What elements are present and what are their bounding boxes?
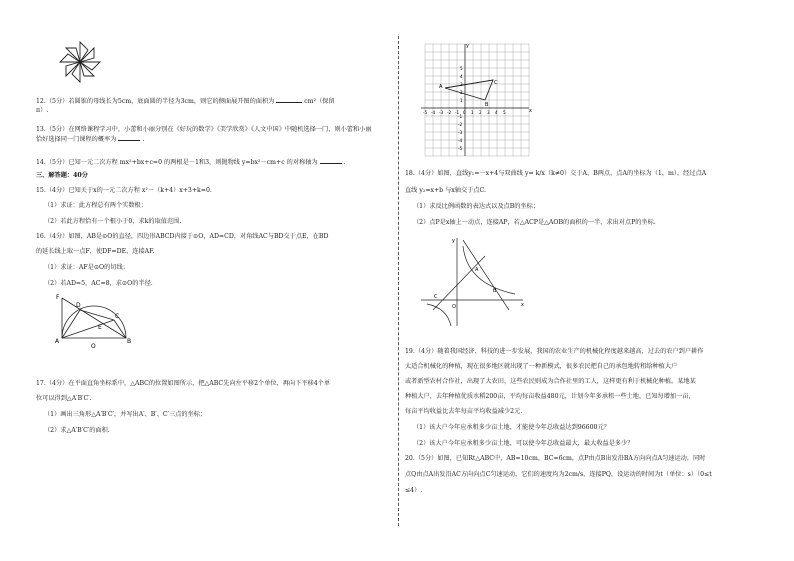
grid-x-tick: 4 (495, 110, 498, 115)
q14-text (36, 157, 346, 167)
q16-label-O: O (91, 343, 96, 350)
grid-y-label: y (466, 43, 469, 49)
q19-part2: （2）该大户今年应承租多少亩土地，可以使今年总收益最大，最大收益是多少？ (413, 440, 634, 447)
q12-answer-blank[interactable] (276, 96, 302, 103)
q16-part1: （1）求证：AF是⊙O的切线； (44, 264, 129, 271)
q16-label-D: D (76, 302, 81, 309)
q18-stem1: 18.（4分）如图，直线y₁=－x+4与双曲线 y= k/x（k≠0）交于A、B两点，点A的坐标为（1，m），经过点A (405, 170, 707, 177)
q13-stem: 13.（5分）在网络课程学习中，小蕾和小丽分别在《好玩的数学》《美学欣赏》《人文中国》中随机选择一门，则小蕾和小丽恰好选择同一门课程的概率为 (36, 126, 372, 143)
q16-label-A: A (55, 338, 60, 345)
q19-line5: 每亩平均收益比去年每亩平均收益减少2元. (405, 408, 523, 415)
grid-label-C: C (494, 80, 498, 86)
grid-y-tick: -1 (458, 114, 463, 119)
right-column (397, 0, 794, 561)
q18-line-y2 (433, 256, 485, 310)
q12-unit: cm²（保留 (304, 98, 335, 105)
q19-line4: 种植大户，去年种植优质水稻200亩，平均每亩收益480元，计划今年多承租一些土地，已知每增加一亩， (405, 393, 695, 400)
grid-x-tick: 5 (503, 110, 506, 115)
grid-y-tick: 5 (460, 66, 463, 71)
q12-line1: 12.（5分）若圆锥的母线长为5cm，底面圆的半径为3cm，则它的侧面展开图的面积为 (36, 98, 275, 105)
grid-y-tick: 2 (460, 90, 463, 95)
grid-tick-labels (423, 66, 506, 151)
q15-part1: （1）求证：此方程总有两个实数根； (44, 202, 147, 209)
grid-y-tick: 3 (460, 82, 463, 87)
q17-stem1: 17.（4分）在平面直角坐标系中，△ABC的位置如图所示，把△ABC先向左平移2个单位，再向下平移4个单 (36, 380, 331, 387)
grid-label-A: A (439, 84, 443, 90)
q16-stem2: 的延长线上取一点F，使DF=DE，连接AF. (36, 248, 155, 255)
q13-text (36, 126, 376, 144)
q18-hyperbola-q3 (427, 304, 451, 326)
grid-label-B: B (485, 102, 489, 108)
q18-label-O: O (452, 304, 456, 310)
q18-label-C: C (434, 294, 438, 300)
q16-label-C: C (115, 313, 120, 320)
q18-label-y: y (452, 238, 455, 244)
grid-y-tick: -4 (458, 138, 463, 143)
grid-x-tick: -1 (455, 110, 460, 115)
q18-label-A: A (475, 267, 479, 273)
grid-x-tick: -3 (439, 110, 444, 115)
grid-x-tick: -4 (431, 110, 436, 115)
q18-function-graph (419, 234, 527, 330)
q18-label-B: B (493, 288, 497, 294)
q20-line2: 点Q由点A出发沿AC方向向点C匀速运动，它们的速度均为2cm/s，连接PQ，设运动的时间为t（单位：s）（0≤t (405, 471, 712, 478)
q12-line2: π）. (36, 107, 49, 114)
q18-label-x: x (521, 302, 524, 308)
grid-y-tick: 4 (460, 74, 463, 79)
q13-end: . (142, 136, 145, 143)
q19-line3: 或者新型农村合作社，出现了大农田，这些农民则成为合作社里的工人，这样更有利于机械化种植。某地某 (405, 378, 696, 385)
q14-answer-blank[interactable] (320, 157, 342, 164)
q13-answer-blank[interactable] (118, 134, 140, 141)
q19-part1: （1）该大户今年应承租多少亩土地，才能使今年总收益达到96600元？ (413, 424, 610, 431)
triangle-abc (445, 80, 493, 100)
q19-line1: 19.（4分）随着我国经济、科技的进一步发展，我国的农业生产的机械化程度越来越高，过去的农户到户耕作 (405, 348, 704, 355)
q16-circle-figure (54, 292, 134, 356)
q14-end: . (343, 159, 346, 166)
grid-x-tick: 3 (487, 110, 490, 115)
grid-y-tick: -5 (458, 146, 463, 151)
q18-line-y1 (463, 240, 509, 310)
grid-y-tick: -2 (458, 122, 463, 127)
q18-hyperbola-q1 (463, 246, 515, 294)
coordinate-grid-figure (417, 40, 535, 160)
grid-x-tick: 1 (471, 110, 474, 115)
grid-x-tick: 0 (463, 110, 466, 115)
section-3-title: 三、解答题：40分 (36, 172, 88, 179)
q15-part2: （2）若此方程恰有一个根小于0，求k的取值范围. (44, 218, 182, 225)
grid-lines (425, 44, 529, 156)
q20-line3: ≤4）. (405, 487, 423, 494)
grid-y-tick: -3 (458, 130, 463, 135)
q16-label-E: E (98, 324, 102, 331)
q17-part2: （2）求△A′B′C′的面积. (44, 427, 110, 434)
q18-stem2: 直线 y₂=x+b 与x轴交于点C. (405, 187, 487, 194)
q19-line2: 太适合机械化的种植，现在很多地区就出现了一种新模式，很多农民把自己的承包地转租给种植大户 (405, 363, 678, 370)
q16-label-F: F (56, 294, 60, 301)
q17-stem2: 位可以得到△A′B′C′. (36, 395, 92, 402)
q12-text (36, 96, 335, 106)
grid-y-tick: 1 (460, 98, 463, 103)
q18-part2: （2）点P是x轴上一动点，连接AP，若△ACP是△AOB的面积的一半，求出对点P的坐标. (413, 219, 656, 226)
grid-x-tick: 2 (479, 110, 482, 115)
q16-part2: （2）若AD=5，AC=8，求⊙O的半径. (44, 280, 153, 287)
q14-stem: 14.（5分）已知一元二次方程 mx²+bx+c=0 的两根是－1和3，则抛物线 y=bx²－cm+c 的对称轴为 (36, 159, 318, 166)
grid-x-label: x (529, 108, 532, 114)
q15-stem: 15.（4分）已知关于x的一元二次方程 x²－（k+4）x+3+k=0. (36, 187, 212, 194)
q17-part1: （1）画出三角形△A′B′C′，并写出A′、B′、C′三点的坐标； (44, 411, 207, 418)
q20-line1: 20.（5分）如图，已知Rt△ABC中，AB=10cm，BC=6cm，点P由点B出发沿BA方向向点A匀速运动，同时 (405, 455, 706, 462)
grid-x-tick: -2 (447, 110, 452, 115)
pinwheel-figure (58, 40, 102, 84)
grid-x-tick: -5 (423, 110, 428, 115)
q18-part1: （1）求反比例函数的表达式以及点B的坐标； (413, 203, 540, 210)
q16-label-B: B (127, 338, 132, 345)
q16-stem1: 16.（4分）如图，AB是⊙O的直径，四边形ABCD内接于⊙O，AD=CD，对角线AC与BD交于点E，在BD (36, 233, 329, 240)
